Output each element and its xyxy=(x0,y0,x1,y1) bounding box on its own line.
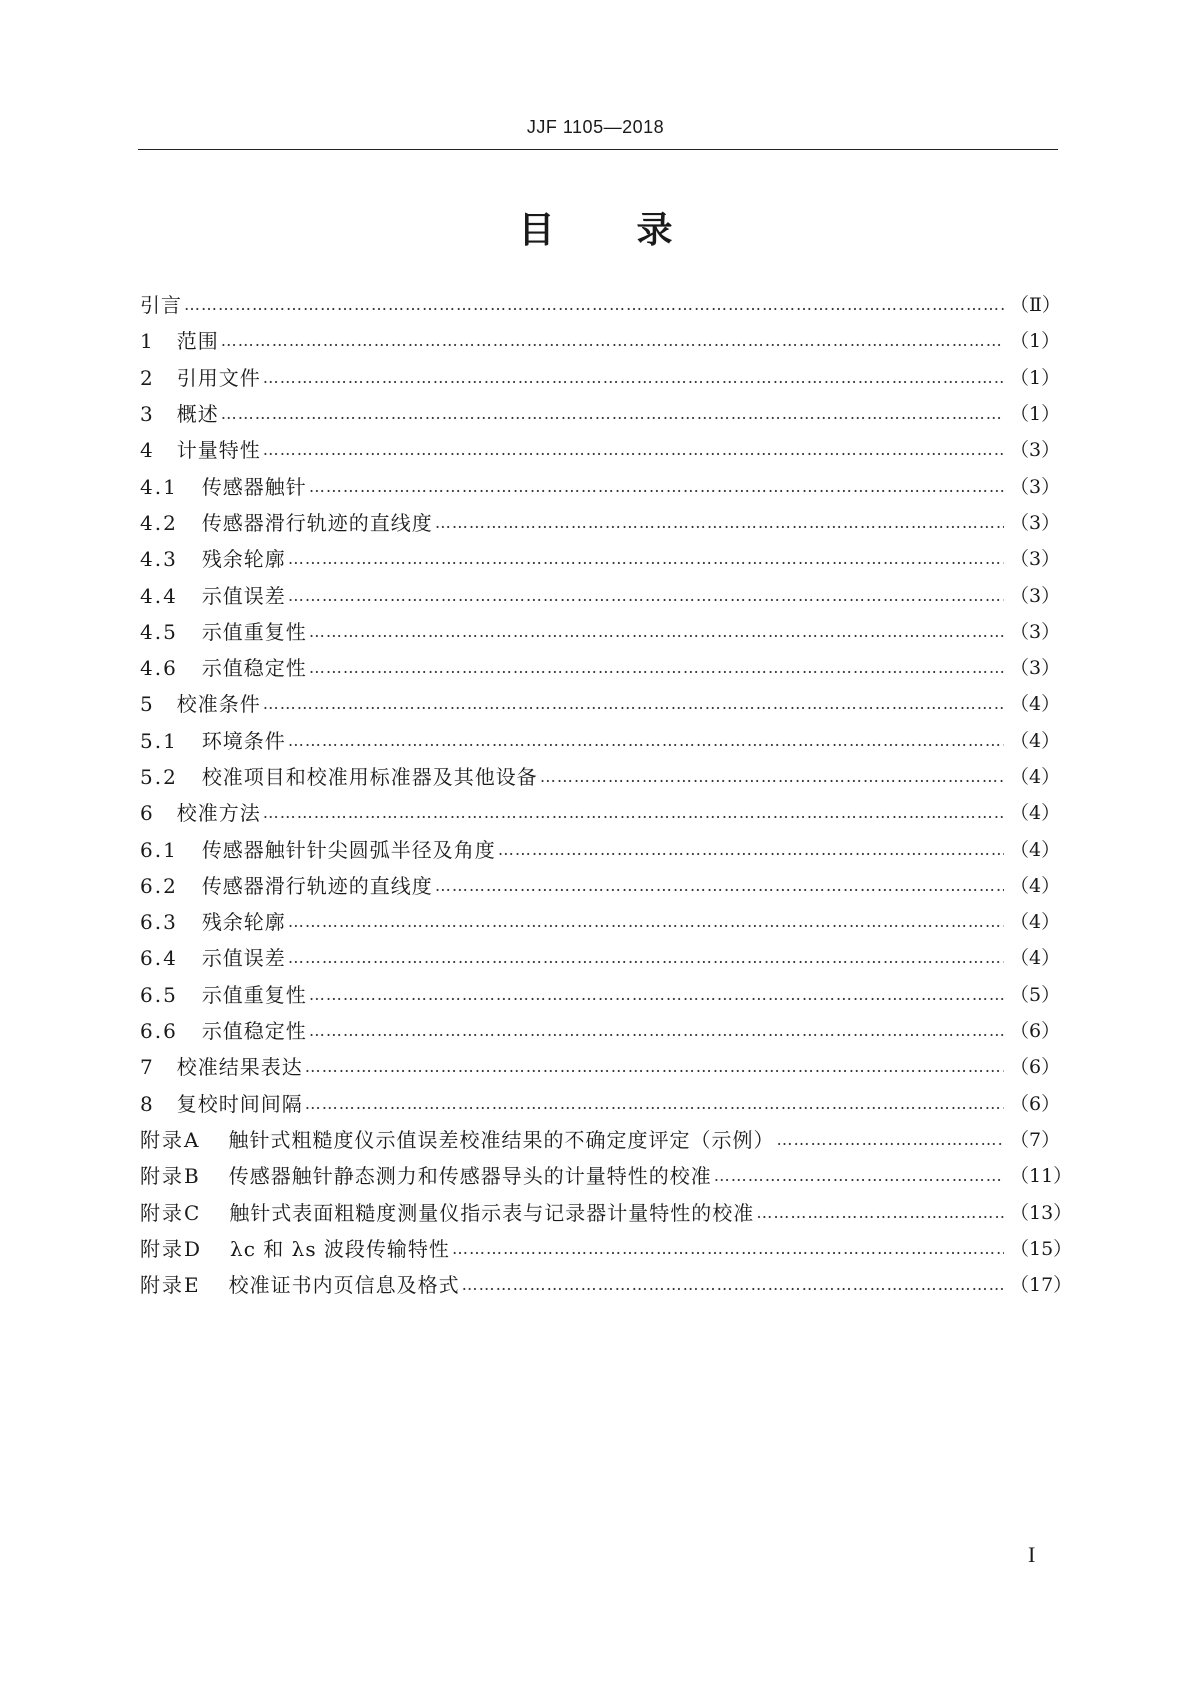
toc-entry[interactable] xyxy=(140,505,1061,541)
toc-entry-label: 计量特性 xyxy=(176,438,261,463)
toc-leader-dots xyxy=(309,650,1004,686)
toc-entry-page: （4） xyxy=(1010,693,1061,716)
toc-entry[interactable] xyxy=(140,940,1061,976)
toc-entry-label: 触针式表面粗糙度测量仪指示表与记录器计量特性的校准 xyxy=(229,1200,755,1225)
toc-entry-page: （13） xyxy=(1010,1201,1073,1224)
toc-entry-page: （4） xyxy=(1010,766,1061,788)
toc-leader-dots xyxy=(309,469,1004,505)
toc-entry[interactable] xyxy=(140,323,1061,359)
toc-entry-number: 4.1 xyxy=(140,474,178,499)
toc-entry-page: （3） xyxy=(1010,657,1061,680)
toc-leader-dots xyxy=(435,868,1004,904)
toc-entry[interactable] xyxy=(140,795,1061,831)
toc-entry-label: 示值重复性 xyxy=(201,982,307,1007)
toc-entry-label: 校准证书内页信息及格式 xyxy=(228,1273,460,1298)
toc-entry-page: （7） xyxy=(1010,1128,1061,1151)
toc-entry-label: 传感器触针 xyxy=(201,474,307,499)
toc-leader-dots xyxy=(714,1158,1004,1194)
toc-entry-label: 环境条件 xyxy=(201,728,286,753)
toc-entry[interactable] xyxy=(140,287,1061,323)
toc-leader-dots xyxy=(435,505,1004,541)
toc-entry-page: （15） xyxy=(1010,1237,1073,1260)
toc-entry-page: （4） xyxy=(1010,911,1061,934)
page-number: I xyxy=(1028,1542,1036,1567)
toc-entry-number: 附录B xyxy=(140,1164,201,1189)
toc-entry[interactable] xyxy=(140,396,1061,432)
toc-entry-label: 范围 xyxy=(176,329,219,354)
toc-entry-page: （4） xyxy=(1010,802,1061,825)
title-char-2: 录 xyxy=(636,210,673,251)
toc-leader-dots xyxy=(452,1231,1004,1267)
toc-entry-number: 6.5 xyxy=(140,982,178,1007)
toc-entry[interactable] xyxy=(140,686,1061,722)
toc-leader-dots xyxy=(540,759,1004,795)
toc-entry-page: （Ⅱ） xyxy=(1010,294,1061,317)
toc-leader-dots xyxy=(263,432,1004,468)
toc-entry-label: 触针式粗糙度仪示值误差校准结果的不确定度评定（示例） xyxy=(228,1127,775,1152)
toc-entry-label: 示值重复性 xyxy=(201,619,307,644)
toc-leader-dots xyxy=(305,1086,1004,1122)
toc-entry-page: （3） xyxy=(1010,475,1061,498)
toc-entry-number: 附录A xyxy=(140,1127,201,1152)
toc-entry-label: 传感器触针针尖圆弧半径及角度 xyxy=(201,837,496,862)
toc-entry[interactable] xyxy=(140,723,1061,759)
toc-entry-page: （1） xyxy=(1010,330,1061,353)
toc-entry-number: 6.2 xyxy=(140,873,178,898)
toc-leader-dots xyxy=(263,795,1004,831)
toc-entry[interactable] xyxy=(140,1158,1073,1194)
toc-leader-dots xyxy=(756,1195,1004,1231)
toc-entry-label: 传感器滑行轨迹的直线度 xyxy=(201,510,433,535)
toc-entry[interactable] xyxy=(140,1086,1061,1122)
toc-entry[interactable] xyxy=(140,1194,1073,1230)
toc-entry-page: （1） xyxy=(1010,366,1061,389)
toc-entry-label: 校准项目和校准用标准器及其他设备 xyxy=(201,765,538,789)
toc-leader-dots xyxy=(309,1013,1004,1049)
toc-entry-page: （1） xyxy=(1010,403,1061,426)
toc-entry-page: （3） xyxy=(1010,584,1061,607)
toc-entry-number: 附录C xyxy=(140,1200,202,1225)
toc-leader-dots xyxy=(309,614,1004,650)
toc-entry-page: （3） xyxy=(1010,439,1061,462)
toc-entry-page: （6） xyxy=(1010,1056,1061,1079)
toc-entry[interactable] xyxy=(140,1049,1061,1085)
toc-entry-page: （3） xyxy=(1010,511,1061,534)
toc-entry-label: λc 和 λs 波段传输特性 xyxy=(230,1236,450,1261)
toc-leader-dots xyxy=(263,686,1004,722)
toc-leader-dots xyxy=(305,1049,1004,1085)
toc-entry[interactable] xyxy=(140,577,1061,613)
toc-entry-label: 示值误差 xyxy=(201,946,286,971)
document-code: JJF 1105—2018 xyxy=(526,117,665,137)
toc-entry-number: 4.2 xyxy=(140,510,178,535)
toc-entry-page: （6） xyxy=(1010,1092,1061,1115)
toc-leader-dots xyxy=(288,904,1004,940)
toc-leader-dots xyxy=(221,396,1004,432)
toc-entry-page: （3） xyxy=(1010,548,1061,571)
toc-entry[interactable] xyxy=(140,977,1061,1013)
toc-entry-number: 6.3 xyxy=(140,910,178,935)
toc-entry[interactable] xyxy=(140,1231,1073,1267)
toc-leader-dots xyxy=(288,578,1004,614)
toc-entry-number: 4.3 xyxy=(140,547,178,572)
toc-entry-label: 传感器触针静态测力和传感器导头的计量特性的校准 xyxy=(228,1164,712,1189)
toc-entry-page: （3） xyxy=(1010,620,1061,643)
toc-entry[interactable] xyxy=(140,1013,1061,1049)
title-char-1: 目 xyxy=(518,210,555,251)
toc-leader-dots xyxy=(288,940,1004,976)
toc-entry-number: 5 xyxy=(140,692,155,717)
toc-leader-dots xyxy=(263,360,1004,396)
toc-entry[interactable] xyxy=(140,432,1061,468)
toc-entry-number: 4 xyxy=(140,438,155,463)
toc-entry-label: 示值误差 xyxy=(201,583,286,608)
toc-entry-label: 复校时间间隔 xyxy=(176,1091,303,1116)
toc-entry-number: 5.1 xyxy=(140,728,178,753)
toc-entry[interactable] xyxy=(140,904,1061,940)
toc-entry-number: 6.4 xyxy=(140,946,178,971)
toc-entry-number: 6.6 xyxy=(140,1019,178,1044)
toc-entry-label: 示值稳定性 xyxy=(201,1019,307,1044)
toc-entry-label: 残余轮廓 xyxy=(201,547,286,572)
toc-entry-page: （4） xyxy=(1010,874,1061,897)
toc-entry-number: 4.5 xyxy=(140,619,178,644)
toc-entry[interactable] xyxy=(140,360,1061,396)
toc-entry-number: 8 xyxy=(140,1091,155,1116)
toc-entry-label: 示值稳定性 xyxy=(201,656,307,681)
toc-entry-label: 校准结果表达 xyxy=(176,1055,303,1080)
toc-entry-number: 1 xyxy=(140,329,155,354)
toc-leader-dots xyxy=(288,541,1004,577)
toc-entry[interactable] xyxy=(140,614,1061,650)
toc-entry-number: 6 xyxy=(140,801,155,826)
toc-entry[interactable] xyxy=(140,541,1061,577)
toc-entry-number: 4.6 xyxy=(140,656,178,681)
table-of-contents xyxy=(140,287,1073,1303)
toc-entry-label: 校准条件 xyxy=(176,692,261,717)
toc-entry[interactable] xyxy=(140,868,1061,904)
toc-entry[interactable] xyxy=(140,831,1061,867)
toc-entry-number: 5.2 xyxy=(140,765,178,789)
toc-leader-dots xyxy=(309,977,1004,1013)
toc-leader-dots xyxy=(288,723,1004,759)
toc-leader-dots xyxy=(462,1267,1004,1303)
toc-entry-page: （6） xyxy=(1010,1020,1061,1043)
toc-entry-number: 6.1 xyxy=(140,837,178,862)
toc-entry-number: 4.4 xyxy=(140,583,178,608)
toc-entry-number: 7 xyxy=(140,1055,155,1080)
toc-entry[interactable] xyxy=(140,759,1061,795)
toc-leader-dots xyxy=(498,832,1004,868)
toc-leader-dots xyxy=(776,1122,1004,1158)
toc-leader-dots xyxy=(184,287,1004,323)
toc-entry-page: （5） xyxy=(1010,983,1061,1006)
toc-entry[interactable] xyxy=(140,650,1061,686)
toc-entry-label: 引用文件 xyxy=(176,365,261,390)
toc-entry-page: （4） xyxy=(1010,838,1061,861)
toc-entry-number: 2 xyxy=(140,365,155,390)
toc-entry-label: 校准方法 xyxy=(176,801,261,826)
toc-entry-label: 残余轮廓 xyxy=(201,910,286,935)
page-title xyxy=(0,202,1191,253)
toc-entry-number: 附录D xyxy=(140,1236,203,1261)
toc-entry-page: （4） xyxy=(1010,947,1061,970)
toc-leader-dots xyxy=(221,323,1004,359)
toc-entry-label: 传感器滑行轨迹的直线度 xyxy=(201,873,433,898)
toc-entry-label: 引言 xyxy=(140,293,182,318)
toc-entry-number: 附录E xyxy=(140,1273,201,1298)
header-rule xyxy=(138,149,1058,150)
toc-entry-page: （4） xyxy=(1010,729,1061,752)
toc-entry-number: 3 xyxy=(140,402,155,427)
toc-entry[interactable] xyxy=(140,468,1061,504)
toc-entry-page: （17） xyxy=(1010,1274,1073,1297)
toc-entry-page: （11） xyxy=(1010,1165,1073,1188)
toc-entry[interactable] xyxy=(140,1267,1073,1303)
toc-entry[interactable] xyxy=(140,1122,1061,1158)
toc-entry-label: 概述 xyxy=(176,402,219,427)
